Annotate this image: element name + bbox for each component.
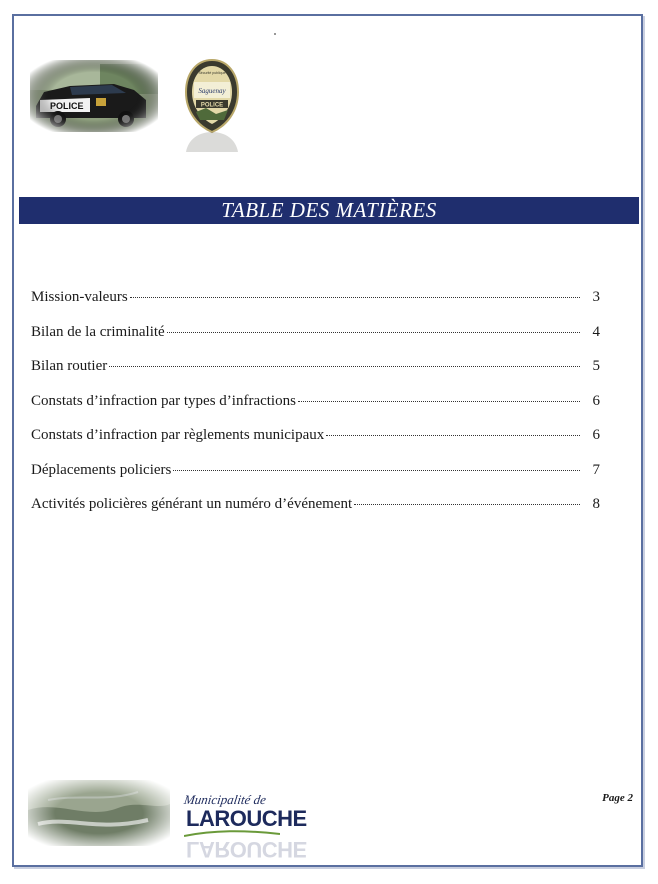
toc-entry-page: 6: [592, 427, 600, 443]
aerial-town-photo: [28, 780, 170, 846]
page-title: TABLE DES MATIÈRES: [221, 198, 437, 222]
logo-name-text: LAROUCHE: [186, 806, 307, 831]
toc-entry-page: 3: [592, 289, 600, 305]
toc-entry[interactable]: [31, 496, 600, 531]
title-banner: [19, 197, 639, 224]
police-badge-logo: [182, 58, 242, 168]
toc-entry-label: Activités policières générant un numéro d’événement: [31, 496, 353, 512]
badge-top-text: Sécurité publique: [198, 71, 226, 75]
toc-leader-dots: [167, 332, 580, 333]
logo-script-text: Municipalité de: [183, 792, 268, 807]
toc-entry-page: 4: [592, 323, 600, 340]
badge-police-text: POLICE: [200, 102, 224, 109]
toc-leader-dots: [109, 366, 580, 367]
toc-entry[interactable]: [31, 289, 600, 324]
toc-entry[interactable]: [31, 462, 600, 497]
toc-entry-page: 8: [592, 496, 600, 512]
toc-leader-dots: [173, 470, 580, 471]
toc-leader-dots: [354, 504, 580, 505]
toc-entry-page: 7: [592, 461, 600, 478]
scan-speck: [274, 33, 276, 35]
toc-entry[interactable]: [31, 324, 600, 359]
badge-brand-text: Saguenay: [198, 87, 226, 95]
toc-entry-page: 5: [592, 358, 600, 374]
toc-entry-label: Constats d’infraction par règlements municipaux: [31, 427, 325, 443]
toc-entry[interactable]: [31, 358, 600, 393]
toc-entry-label: Bilan de la criminalité: [31, 323, 165, 340]
toc-leader-dots: [298, 401, 580, 402]
toc-entry-label: Déplacements policiers: [31, 461, 172, 478]
toc-entry-label: Mission-valeurs: [31, 289, 128, 305]
logo-reflection: LAROUCHE: [186, 837, 307, 862]
table-of-contents: [31, 289, 600, 531]
toc-entry-label: Bilan routier: [31, 358, 108, 374]
toc-entry-label: Constats d’infraction par types d’infractions: [31, 392, 296, 409]
page-number: Page 2: [602, 792, 633, 804]
toc-entry[interactable]: [31, 427, 600, 462]
toc-entry[interactable]: [31, 393, 600, 428]
toc-leader-dots: [130, 297, 580, 298]
larouche-logo: [178, 790, 307, 862]
toc-entry-page: 6: [592, 392, 600, 409]
police-car-photo: [30, 60, 158, 132]
toc-leader-dots: [326, 435, 580, 436]
